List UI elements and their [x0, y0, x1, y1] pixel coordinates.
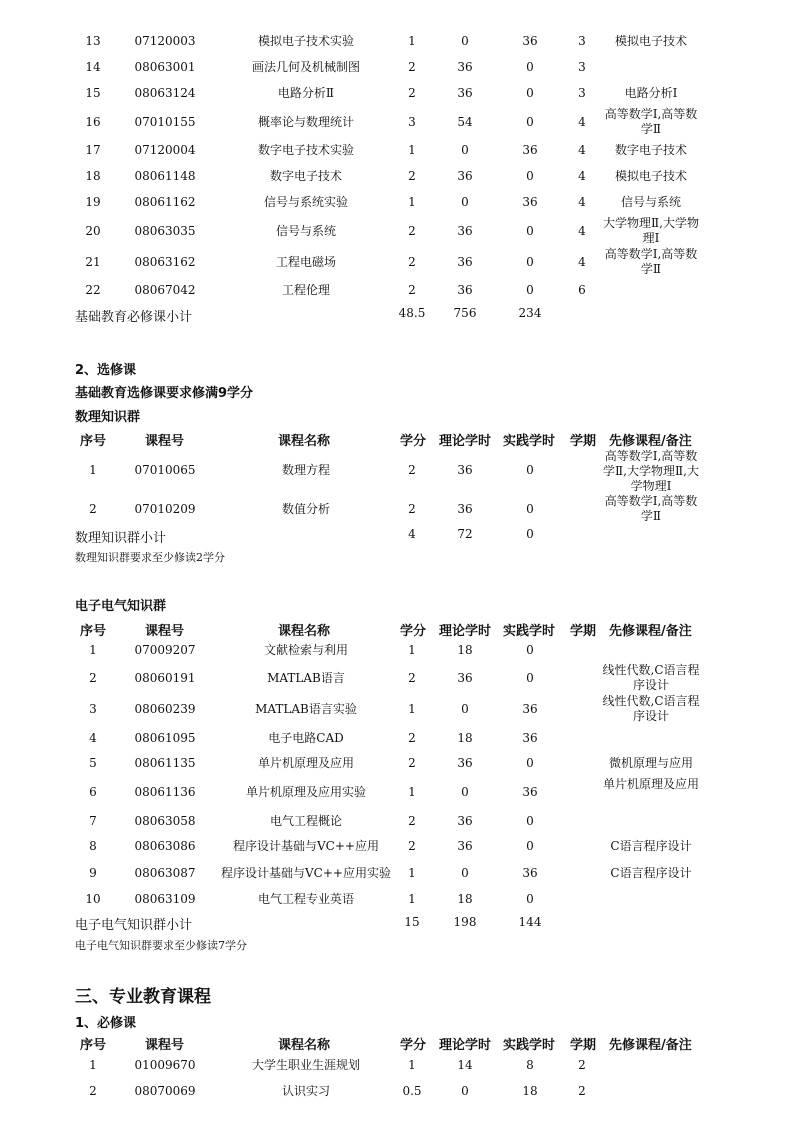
cell-no: 16: [85, 115, 101, 129]
section3-sub: 1、必修课: [75, 1016, 137, 1031]
cell-theory: 36: [457, 671, 473, 685]
cell-prereq: 信号与系统: [620, 195, 682, 209]
group-math-subtotal-label: 数理知识群小计: [75, 531, 167, 546]
cell-code: 08061135: [134, 756, 196, 770]
cell-prereq: 高等数学Ⅰ,高等数学Ⅱ,大学物理Ⅱ,大学物理Ⅰ: [603, 449, 699, 493]
cell-code: 08063058: [134, 814, 196, 828]
cell-no: 19: [85, 195, 101, 209]
cell-code: 08063109: [134, 892, 196, 906]
cell-theory: 36: [457, 463, 473, 477]
cell-theory: 36: [457, 255, 473, 269]
cell-no: 20: [85, 224, 101, 238]
cell-name: 单片机原理及应用: [257, 756, 355, 770]
cell-name: 程序设计基础与VC++应用实验: [221, 866, 391, 880]
header-term: 学期: [570, 434, 597, 449]
group-ee-subtotal-credit: 15: [404, 915, 420, 929]
cell-prereq: C语言程序设计: [610, 866, 692, 880]
cell-no: 9: [89, 866, 97, 880]
cell-no: 1: [89, 643, 97, 657]
cell-practice: 36: [522, 34, 538, 48]
cell-code: 08061095: [134, 731, 196, 745]
cell-credit: 2: [408, 283, 416, 297]
cell-credit: 3: [408, 115, 416, 129]
cell-no: 15: [85, 86, 101, 100]
cell-theory: 0: [461, 866, 469, 880]
cell-prereq: 大学物理Ⅱ,大学物理Ⅰ: [603, 216, 699, 245]
cell-no: 17: [85, 143, 101, 157]
cell-prereq: 单片机原理及应用: [602, 777, 699, 791]
cell-credit: 2: [408, 169, 416, 183]
cell-theory: 0: [461, 143, 469, 157]
cell-theory: 36: [457, 756, 473, 770]
cell-prereq: 高等数学Ⅰ,高等数学Ⅱ: [604, 494, 698, 523]
cell-code: 08060239: [134, 702, 196, 716]
cell-name: 概率论与数理统计: [257, 115, 355, 129]
header-credit: 学分: [400, 624, 427, 639]
cell-practice: 0: [526, 671, 534, 685]
cell-no: 1: [89, 463, 97, 477]
cell-no: 2: [89, 671, 97, 685]
cell-name: 单片机原理及应用实验: [245, 785, 367, 799]
cell-credit: 1: [408, 892, 416, 906]
cell-theory: 36: [457, 814, 473, 828]
cell-term: 4: [578, 224, 586, 238]
cell-name: 文献检索与利用: [263, 643, 349, 657]
cell-theory: 14: [457, 1058, 473, 1072]
cell-prereq: 线性代数,C语言程序设计: [602, 694, 700, 723]
header-term: 学期: [570, 624, 597, 639]
header-prereq: 先修课程/备注: [609, 624, 692, 639]
cell-credit: 1: [408, 866, 416, 880]
header-practice: 实践学时: [503, 434, 556, 449]
cell-practice: 8: [526, 1058, 534, 1072]
group-ee-title: 电子电气知识群: [75, 599, 167, 614]
header-prereq: 先修课程/备注: [609, 434, 692, 449]
cell-practice: 0: [526, 502, 534, 516]
elective-title: 2、选修课: [75, 363, 137, 378]
cell-theory: 18: [457, 643, 473, 657]
cell-credit: 2: [408, 463, 416, 477]
cell-code: 07120004: [134, 143, 196, 157]
cell-practice: 0: [526, 463, 534, 477]
cell-credit: 2: [408, 86, 416, 100]
cell-credit: 2: [408, 60, 416, 74]
cell-credit: 0.5: [402, 1084, 422, 1098]
cell-practice: 0: [526, 255, 534, 269]
cell-code: 07010209: [134, 502, 196, 516]
section3-title: 三、专业教育课程: [75, 987, 211, 1007]
cell-name: 电子电路CAD: [268, 731, 344, 745]
cell-prereq: 高等数学Ⅰ,高等数学Ⅱ: [604, 247, 698, 276]
cell-theory: 36: [457, 224, 473, 238]
cell-code: 08060191: [134, 671, 196, 685]
cell-no: 6: [89, 785, 97, 799]
cell-code: 07009207: [134, 643, 196, 657]
cell-practice: 0: [526, 169, 534, 183]
cell-term: 4: [578, 143, 586, 157]
group-math-subtotal-theory: 72: [457, 527, 473, 541]
cell-practice: 36: [522, 143, 538, 157]
header-name: 课程名称: [278, 624, 331, 639]
header-code: 课程号: [145, 624, 185, 639]
cell-practice: 36: [522, 702, 538, 716]
cell-theory: 36: [457, 60, 473, 74]
cell-code: 08063087: [134, 866, 196, 880]
cell-code: 08063124: [134, 86, 196, 100]
cell-code: 08061148: [134, 169, 196, 183]
cell-credit: 2: [408, 255, 416, 269]
cell-theory: 36: [457, 839, 473, 853]
header-no: 序号: [80, 1038, 107, 1053]
cell-name: 认识实习: [281, 1084, 331, 1098]
cell-term: 2: [578, 1084, 586, 1098]
cell-practice: 36: [522, 866, 538, 880]
cell-name: MATLAB语言实验: [255, 702, 357, 716]
cell-name: MATLAB语言: [267, 671, 345, 685]
cell-name: 信号与系统实验: [263, 195, 349, 209]
cell-term: 4: [578, 115, 586, 129]
cell-name: 电路分析Ⅱ: [277, 86, 335, 100]
subtotal-label: 基础教育必修课小计: [75, 310, 193, 325]
subtotal-theory: 756: [453, 306, 477, 320]
cell-code: 08063162: [134, 255, 196, 269]
header-credit: 学分: [400, 434, 427, 449]
cell-credit: 2: [408, 839, 416, 853]
cell-no: 7: [89, 814, 97, 828]
cell-credit: 1: [408, 143, 416, 157]
cell-code: 07010065: [134, 463, 196, 477]
cell-no: 8: [89, 839, 97, 853]
cell-no: 2: [89, 502, 97, 516]
cell-code: 08067042: [134, 283, 196, 297]
cell-code: 08063035: [134, 224, 196, 238]
cell-theory: 0: [461, 1084, 469, 1098]
cell-no: 22: [85, 283, 101, 297]
cell-term: 3: [578, 34, 586, 48]
header-practice: 实践学时: [503, 624, 556, 639]
group-ee-subtotal-label: 电子电气知识群小计: [75, 918, 193, 933]
cell-theory: 0: [461, 34, 469, 48]
group-ee-note: 电子电气知识群要求至少修读7学分: [75, 939, 247, 952]
cell-theory: 36: [457, 502, 473, 516]
cell-term: 4: [578, 195, 586, 209]
cell-prereq: C语言程序设计: [610, 839, 692, 853]
cell-practice: 0: [526, 839, 534, 853]
cell-theory: 36: [457, 283, 473, 297]
cell-prereq: 线性代数,C语言程序设计: [602, 663, 700, 692]
cell-term: 4: [578, 169, 586, 183]
cell-prereq: 数字电子技术: [614, 143, 688, 157]
group-ee-subtotal-practice: 144: [518, 915, 542, 929]
cell-term: 3: [578, 86, 586, 100]
cell-practice: 0: [526, 86, 534, 100]
cell-prereq: 高等数学Ⅰ,高等数学Ⅱ: [604, 107, 698, 136]
cell-practice: 0: [526, 283, 534, 297]
cell-credit: 2: [408, 502, 416, 516]
cell-theory: 36: [457, 169, 473, 183]
cell-name: 工程电磁场: [275, 255, 337, 269]
cell-code: 07120003: [134, 34, 196, 48]
header-code: 课程号: [145, 434, 185, 449]
cell-name: 程序设计基础与VC++应用: [233, 839, 379, 853]
cell-no: 5: [89, 756, 97, 770]
header-practice: 实践学时: [503, 1038, 556, 1053]
group-math-subtotal-credit: 4: [408, 527, 416, 541]
cell-no: 18: [85, 169, 101, 183]
cell-theory: 54: [457, 115, 473, 129]
cell-practice: 36: [522, 785, 538, 799]
cell-name: 电气工程概论: [269, 814, 343, 828]
cell-name: 工程伦理: [281, 283, 331, 297]
cell-practice: 0: [526, 892, 534, 906]
cell-code: 08061136: [134, 785, 196, 799]
cell-theory: 36: [457, 86, 473, 100]
cell-no: 13: [85, 34, 101, 48]
header-no: 序号: [80, 624, 107, 639]
header-name: 课程名称: [278, 1038, 331, 1053]
cell-prereq: 模拟电子技术: [614, 34, 688, 48]
cell-code: 08063001: [134, 60, 196, 74]
cell-practice: 0: [526, 756, 534, 770]
cell-name: 大学生职业生涯规划: [251, 1058, 361, 1072]
cell-no: 4: [89, 731, 97, 745]
cell-practice: 18: [522, 1084, 538, 1098]
cell-credit: 2: [408, 224, 416, 238]
group-ee-subtotal-theory: 198: [453, 915, 477, 929]
cell-credit: 2: [408, 814, 416, 828]
cell-practice: 0: [526, 60, 534, 74]
cell-theory: 0: [461, 785, 469, 799]
header-no: 序号: [80, 434, 107, 449]
cell-practice: 36: [522, 195, 538, 209]
cell-no: 3: [89, 702, 97, 716]
cell-practice: 0: [526, 224, 534, 238]
elective-requirement: 基础教育选修课要求修满9学分: [75, 386, 254, 401]
cell-credit: 1: [408, 195, 416, 209]
cell-prereq: 电路分析Ⅰ: [624, 86, 678, 100]
cell-code: 08063086: [134, 839, 196, 853]
cell-term: 6: [578, 283, 586, 297]
cell-code: 07010155: [134, 115, 196, 129]
cell-credit: 1: [408, 34, 416, 48]
cell-code: 08061162: [134, 195, 196, 209]
header-theory: 理论学时: [439, 434, 492, 449]
cell-name: 模拟电子技术实验: [257, 34, 355, 48]
cell-name: 信号与系统: [275, 224, 337, 238]
cell-code: 01009670: [134, 1058, 196, 1072]
cell-theory: 18: [457, 731, 473, 745]
cell-credit: 2: [408, 671, 416, 685]
cell-no: 2: [89, 1084, 97, 1098]
cell-term: 3: [578, 60, 586, 74]
cell-code: 08070069: [134, 1084, 196, 1098]
header-theory: 理论学时: [439, 1038, 492, 1053]
cell-theory: 0: [461, 195, 469, 209]
cell-practice: 0: [526, 643, 534, 657]
cell-practice: 0: [526, 814, 534, 828]
cell-name: 数理方程: [281, 463, 331, 477]
group-math-note: 数理知识群要求至少修读2学分: [75, 551, 225, 564]
cell-practice: 0: [526, 115, 534, 129]
cell-name: 电气工程专业英语: [257, 892, 355, 906]
cell-practice: 36: [522, 731, 538, 745]
header-code: 课程号: [145, 1038, 185, 1053]
header-credit: 学分: [400, 1038, 427, 1053]
cell-credit: 2: [408, 756, 416, 770]
cell-prereq: 微机原理与应用: [608, 756, 694, 770]
subtotal-credit: 48.5: [398, 306, 426, 320]
header-name: 课程名称: [278, 434, 331, 449]
cell-name: 数值分析: [281, 502, 331, 516]
cell-term: 2: [578, 1058, 586, 1072]
group-math-subtotal-practice: 0: [526, 527, 534, 541]
cell-theory: 18: [457, 892, 473, 906]
cell-no: 1: [89, 1058, 97, 1072]
cell-name: 数字电子技术实验: [257, 143, 355, 157]
cell-credit: 1: [408, 643, 416, 657]
cell-credit: 1: [408, 1058, 416, 1072]
cell-no: 10: [85, 892, 101, 906]
header-theory: 理论学时: [439, 624, 492, 639]
cell-no: 21: [85, 255, 101, 269]
cell-term: 4: [578, 255, 586, 269]
cell-credit: 1: [408, 702, 416, 716]
cell-name: 画法几何及机械制图: [251, 60, 361, 74]
cell-prereq: 模拟电子技术: [614, 169, 688, 183]
header-prereq: 先修课程/备注: [609, 1038, 692, 1053]
cell-name: 数字电子技术: [269, 169, 343, 183]
cell-no: 14: [85, 60, 101, 74]
group-math-title: 数理知识群: [75, 410, 141, 425]
cell-theory: 0: [461, 702, 469, 716]
header-term: 学期: [570, 1038, 597, 1053]
cell-credit: 2: [408, 731, 416, 745]
subtotal-practice: 234: [518, 306, 542, 320]
cell-credit: 1: [408, 785, 416, 799]
